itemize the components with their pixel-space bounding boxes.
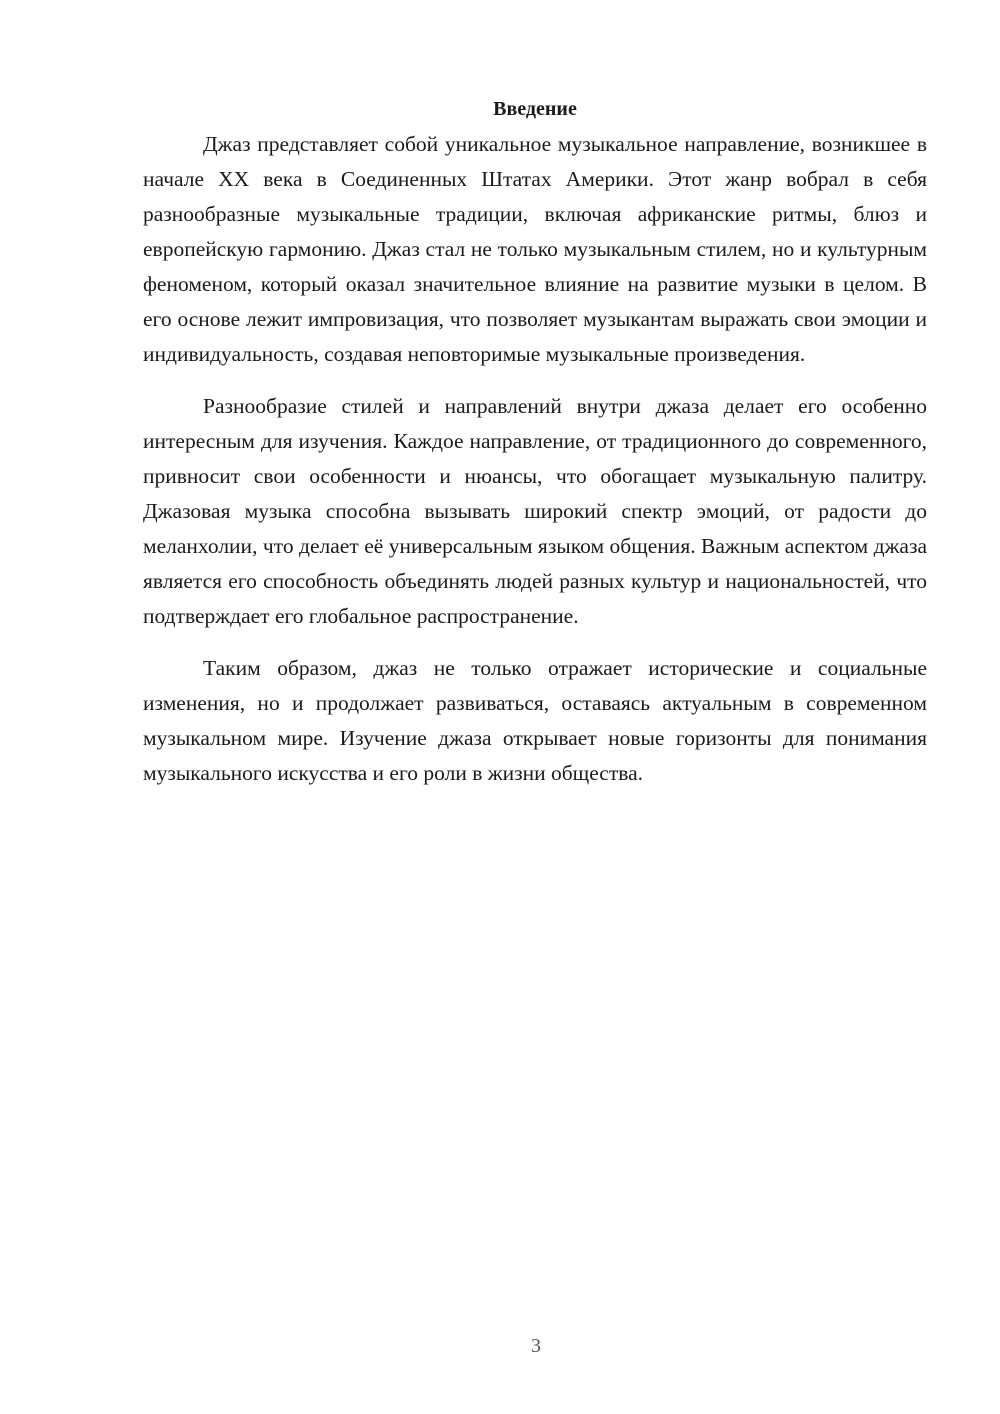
paragraph-styles: Разнообразие стилей и направлений внутри джаза делает его особенно интересным для изучения. Каждое направление, от традиционного до современного, привносит свои особенности и нюансы, что обогащает музыкальную палитру. Джазовая музыка способна вызывать широкий спектр эмоций, от радости до меланхолии, что делает её универсальным языком общения. Важным аспектом джаза является его способность объединять людей разных культур и национальностей, что подтверждает его глобальное распространение.	[143, 394, 927, 628]
page-number: 3	[531, 1335, 541, 1357]
paragraph-intro: Джаз представляет собой уникальное музыкальное направление, возникшее в начале XX века в Соединенных Штатах Америки. Этот жанр вобрал в себя разнообразные музыкальные традиции, включая африканские ритмы, блюз и европейскую гармонию. Джаз стал не только музыкальным стилем, но и культурным феноменом, который оказал значительное влияние на развитие музыки в целом. В его основе лежит импровизация, что позволяет музыкантам выражать свои эмоции и индивидуальность, создавая неповторимые музыкальные произведения.	[143, 132, 927, 366]
paragraph-conclusion: Таким образом, джаз не только отражает исторические и социальные изменения, но и продолжает развиваться, оставаясь актуальным в современном музыкальном мире. Изучение джаза открывает новые горизонты для понимания музыкального искусства и его роли в жизни общества.	[143, 656, 927, 785]
page-content	[143, 92, 927, 791]
page-title: Введение	[493, 98, 577, 120]
